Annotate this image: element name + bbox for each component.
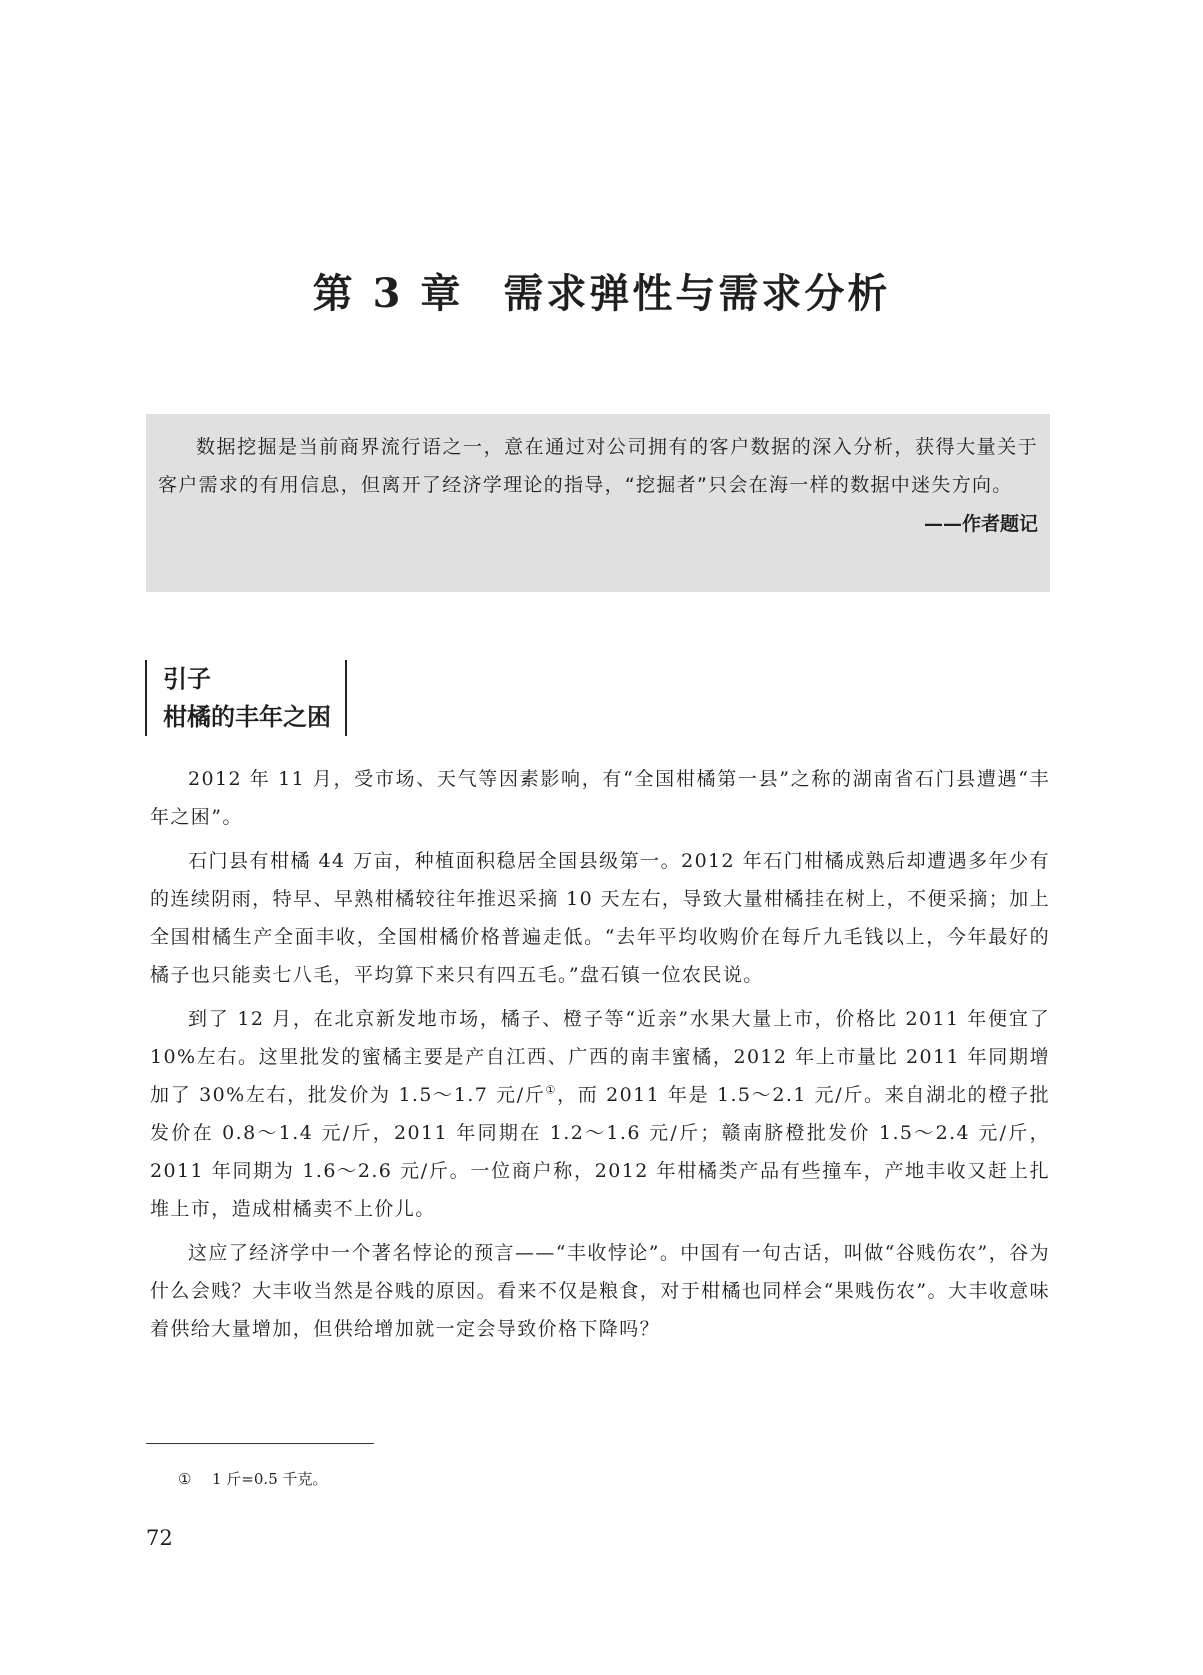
page-number: 72: [146, 1526, 173, 1550]
section-subheading: 柑橘的丰年之困: [163, 703, 331, 731]
footnote-text: 1 斤=0.5 千克。: [212, 1470, 328, 1488]
paragraph-1: 2012 年 11 月，受市场、天气等因素影响，有“全国柑橘第一县”之称的湖南省石门县遭遇“丰年之困”。: [150, 768, 1050, 828]
epigraph-box: [146, 414, 1050, 592]
footnote-divider: [146, 1443, 374, 1444]
footnote-mark: ①: [178, 1470, 192, 1488]
chapter-number: 第 3 章: [312, 270, 464, 317]
section-header: [145, 660, 347, 736]
footnote-reference[interactable]: ①: [545, 1083, 558, 1097]
chapter-name: 需求弹性与需求分析: [503, 270, 891, 317]
body-text: [150, 760, 1050, 1354]
epigraph-attribution: ——作者题记: [923, 513, 1038, 535]
paragraph-3: [150, 1000, 1050, 1228]
epigraph-text: 数据挖掘是当前商界流行语之一，意在通过对公司拥有的客户数据的深入分析，获得大量关于客户需求的有用信息，但离开了经济学理论的指导，“挖掘者”只会在海一样的数据中迷失方向。: [158, 436, 1038, 496]
paragraph-3-part-1: 到了 12 月，在北京新发地市场，橘子、橙子等“近亲”水果大量上市，价格比 2011 年便宜了 10%左右。这里批发的蜜橘主要是产自江西、广西的南丰蜜橘，2012 年上市量比 2011 年同期增加了 30%左右，批发价为 1.5～1.7 元/斤: [150, 1008, 1050, 1106]
paragraph-2: 石门县有柑橘 44 万亩，种植面积稳居全国县级第一。2012 年石门柑橘成熟后却遭遇多年少有的连续阴雨，特早、早熟柑橘较往年推迟采摘 10 天左右，导致大量柑橘挂在树上，不便采摘；加上全国柑橘生产全面丰收，全国柑橘价格普遍走低。“去年平均收购价在每斤九毛钱以上，今年最好的橘子也只能卖七八毛，平均算下来只有四五毛。”盘石镇一位农民说。: [150, 850, 1050, 986]
paragraph-3-part-2: ，而 2011 年是 1.5～2.1 元/斤。来自湖北的橙子批发价在 0.8～1.4 元/斤，2011 年同期在 1.2～1.6 元/斤；赣南脐橙批发价 1.5～2.4 元/斤，2011 年同期为 1.6～2.6 元/斤。一位商户称，2012 年柑橘类产品有些撞车，产地丰收又赶上扎堆上市，造成柑橘卖不上价儿。: [150, 1084, 1051, 1220]
section-heading: 引子: [163, 665, 211, 693]
footnote: [178, 1467, 328, 1491]
chapter-title: [0, 262, 1203, 319]
paragraph-4: 这应了经济学中一个著名悖论的预言——“丰收悖论”。中国有一句古话，叫做“谷贱伤农”，谷为什么会贱？大丰收当然是谷贱的原因。看来不仅是粮食，对于柑橘也同样会“果贱伤农”。大丰收意味着供给大量增加，但供给增加就一定会导致价格下降吗？: [150, 1242, 1050, 1340]
